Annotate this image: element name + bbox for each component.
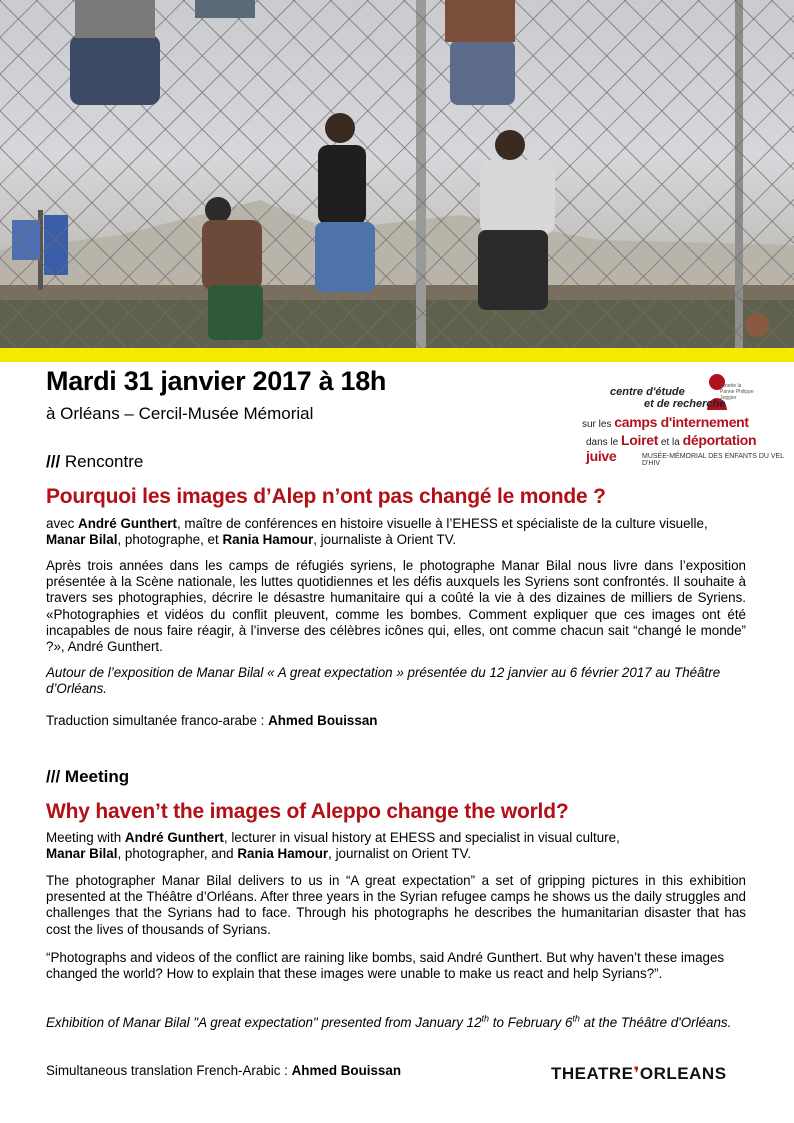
- translator-name: Ahmed Bouissan: [268, 713, 378, 728]
- exhibition-english-sup2: th: [572, 1013, 580, 1024]
- speakers-french: [46, 516, 746, 548]
- cercil-logo-line4-mid: et la: [660, 437, 680, 448]
- body-english-1: The photographer Manar Bilal delivers to us in “A great expectation” a set of gripping pictures in this exhibition presented at the Théâtre d’Orléans. After three years in the Syrian refugee camps he shows us the daily struggles and challenges that the Syrians had to face. Through his photographs he describes the humanitarian disaster that has cost the lives of thousands of Syrians.: [46, 873, 746, 937]
- speaker-bilal: Manar Bilal: [46, 846, 118, 862]
- section-tag-prefix: ///: [46, 767, 61, 786]
- speaker-bilal-desc: , photographer, and: [117, 846, 234, 862]
- speaker-bilal-desc: , photographe, et: [117, 532, 219, 548]
- section-tag-meeting: [46, 767, 129, 787]
- translation-label: Simultaneous translation French-Arabic :: [46, 1063, 288, 1078]
- hero-photo: [0, 0, 794, 348]
- body-french: Après trois années dans les camps de réfugiés syriens, le photographe Manar Bilal nous livre dans l’exposition présentée à la Scène nationale, les luttes quotidiennes et les défis auxquels les Syriens sont confrontés. Il souhaite à travers ses photographies, décrire le désastre humanitaire qui a coûté la vie à des dizaines de milliers de Syriens. «Photographies et vidéos du conflit pleuvent, comme les bombes. Comment expliquer que ces images ont été incapables de nous faire réagir, à l’inverse des célèbres icônes qui, elles, ont comme chacun sait “changé le monde” ?», André Gunthert.: [46, 558, 746, 655]
- translator-name: Ahmed Bouissan: [291, 1063, 401, 1078]
- headline-english: Why haven’t the images of Aleppo change the world?: [46, 800, 569, 823]
- cercil-logo-line3-main: camps d'internement: [614, 414, 749, 430]
- speaker-bilal: Manar Bilal: [46, 532, 118, 548]
- section-tag-label: Rencontre: [64, 452, 144, 471]
- exhibition-english-b: to February 6: [489, 1015, 573, 1030]
- speaker-gunthert-desc: , lecturer in visual history at EHESS and specialist in visual culture,: [223, 830, 620, 845]
- speaker-hamour: Rania Hamour: [237, 846, 329, 862]
- speaker-gunthert: André Gunthert: [124, 830, 224, 845]
- body-english-2: “Photographs and videos of the conflict are raining like bombs, said André Gunthert. But why haven’t these images changed the world? How to explain that these images were unable to make us react and help Syrians?”.: [46, 950, 725, 982]
- theatre-logo-part1: THEATRE: [551, 1064, 634, 1083]
- translation-french: [46, 713, 746, 729]
- speaker-hamour-desc: , journalist on Orient TV.: [328, 846, 472, 862]
- translation-label: Traduction simultanée franco-arabe :: [46, 713, 265, 728]
- event-venue: à Orléans – Cercil-Musée Mémorial: [46, 404, 314, 423]
- cercil-logo-line3-pre: sur les: [582, 419, 612, 430]
- speakers-english: [46, 830, 746, 862]
- section-tag-rencontre: [46, 452, 143, 472]
- cercil-logo-line2: et de recherche: [644, 398, 726, 410]
- exhibition-english-sup1: th: [481, 1013, 490, 1024]
- theatre-orleans-logo: [551, 1064, 727, 1084]
- event-date-time: Mardi 31 janvier 2017 à 18h: [46, 366, 387, 396]
- headline-french: Pourquoi les images d’Alep n’ont pas changé le monde ?: [46, 485, 606, 508]
- speaker-hamour-desc: , journaliste à Orient TV.: [313, 532, 457, 548]
- photo-children-climbing-fence-icon: [0, 0, 794, 348]
- cercil-logo-line3: [582, 414, 749, 430]
- speaker-gunthert: André Gunthert: [78, 516, 177, 531]
- cercil-logo-line5: MUSÉE-MÉMORIAL DES ENFANTS DU VEL D'HIV: [642, 453, 784, 467]
- cercil-logo-founders: Ginette la Panne Philippe Jeggier: [720, 383, 754, 401]
- exhibition-english: [46, 1015, 746, 1031]
- cercil-logo-line4-pre: dans le: [586, 437, 619, 448]
- cercil-logo-line1: centre d'étude: [610, 386, 685, 398]
- section-tag-label: Meeting: [64, 767, 130, 786]
- section-tag-prefix: ///: [46, 452, 61, 471]
- speaker-hamour: Rania Hamour: [222, 532, 314, 548]
- speakers-meeting-with: Meeting with: [46, 830, 122, 845]
- exhibition-french: Autour de l’exposition de Manar Bilal « A great expectation » présentée du 12 janvier au 6 février 2017 au Théâtre d’Orléans.: [46, 665, 721, 697]
- theatre-logo-separator: ❜: [633, 1064, 640, 1083]
- speakers-avec: avec: [46, 516, 75, 531]
- cercil-logo-line4-main1: Loiret: [621, 432, 659, 448]
- speaker-gunthert-desc: , maître de conférences en histoire visuelle à l’EHESS et spécialiste de la culture visuelle,: [176, 516, 708, 531]
- cercil-logo: [576, 368, 788, 468]
- exhibition-english-a: Exhibition of Manar Bilal "A great expectation" presented from January 12: [46, 1015, 482, 1030]
- yellow-divider-bar: [0, 348, 794, 362]
- theatre-logo-part2: ORLEANS: [639, 1064, 727, 1083]
- exhibition-english-c: at the Théâtre d'Orléans.: [579, 1015, 732, 1030]
- cercil-logo-line4-main2: déportation juive: [586, 432, 757, 464]
